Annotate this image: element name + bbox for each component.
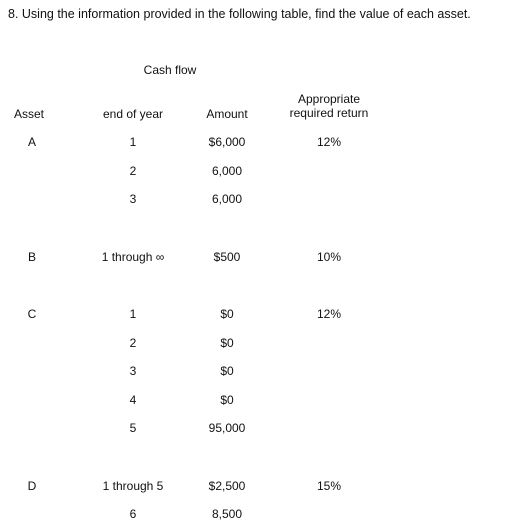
row-return-cell: 10% <box>316 250 342 264</box>
question-text: 8. Using the information provided in the following table, find the value of each asset. <box>8 7 471 21</box>
row-year-cell: 6 <box>129 507 137 521</box>
row-return-cell: 12% <box>316 307 342 321</box>
row-asset-cell: C <box>27 307 37 321</box>
column-header-asset: Asset <box>14 107 45 121</box>
row-year-cell: 1 <box>129 135 137 149</box>
column-header-required-return <box>274 92 384 120</box>
row-year-cell: 1 through 5 <box>102 479 164 493</box>
row-return-cell: 12% <box>316 135 342 149</box>
cash-flow-group-header: Cash flow <box>143 63 197 77</box>
row-asset-cell: D <box>27 479 37 493</box>
row-year-cell: 4 <box>129 393 137 407</box>
row-asset-cell: B <box>27 250 36 264</box>
row-asset-cell: A <box>27 135 36 149</box>
column-header-end-of-year: end of year <box>102 107 164 121</box>
row-year-cell: 5 <box>129 421 137 435</box>
column-header-required-return-line1: Appropriate <box>297 92 361 106</box>
row-year-cell: 1 through ∞ <box>101 250 165 264</box>
row-year-cell: 1 <box>129 307 137 321</box>
column-header-amount: Amount <box>206 107 248 121</box>
row-amount-cell: $0 <box>220 307 234 321</box>
row-amount-cell: 6,000 <box>211 164 243 178</box>
row-year-cell: 3 <box>129 364 137 378</box>
row-amount-cell: $2,500 <box>208 479 246 493</box>
row-return-cell: 15% <box>316 479 342 493</box>
row-amount-cell: $0 <box>220 393 234 407</box>
row-amount-cell: 8,500 <box>211 507 243 521</box>
row-amount-cell: 6,000 <box>211 192 243 206</box>
column-header-required-return-line2: required return <box>289 106 369 120</box>
row-year-cell: 3 <box>129 192 137 206</box>
row-amount-cell: 95,000 <box>208 421 246 435</box>
row-year-cell: 2 <box>129 164 137 178</box>
row-amount-cell: $6,000 <box>208 135 246 149</box>
row-amount-cell: $0 <box>220 336 234 350</box>
row-year-cell: 2 <box>129 336 137 350</box>
row-amount-cell: $500 <box>213 250 241 264</box>
row-amount-cell: $0 <box>220 364 234 378</box>
